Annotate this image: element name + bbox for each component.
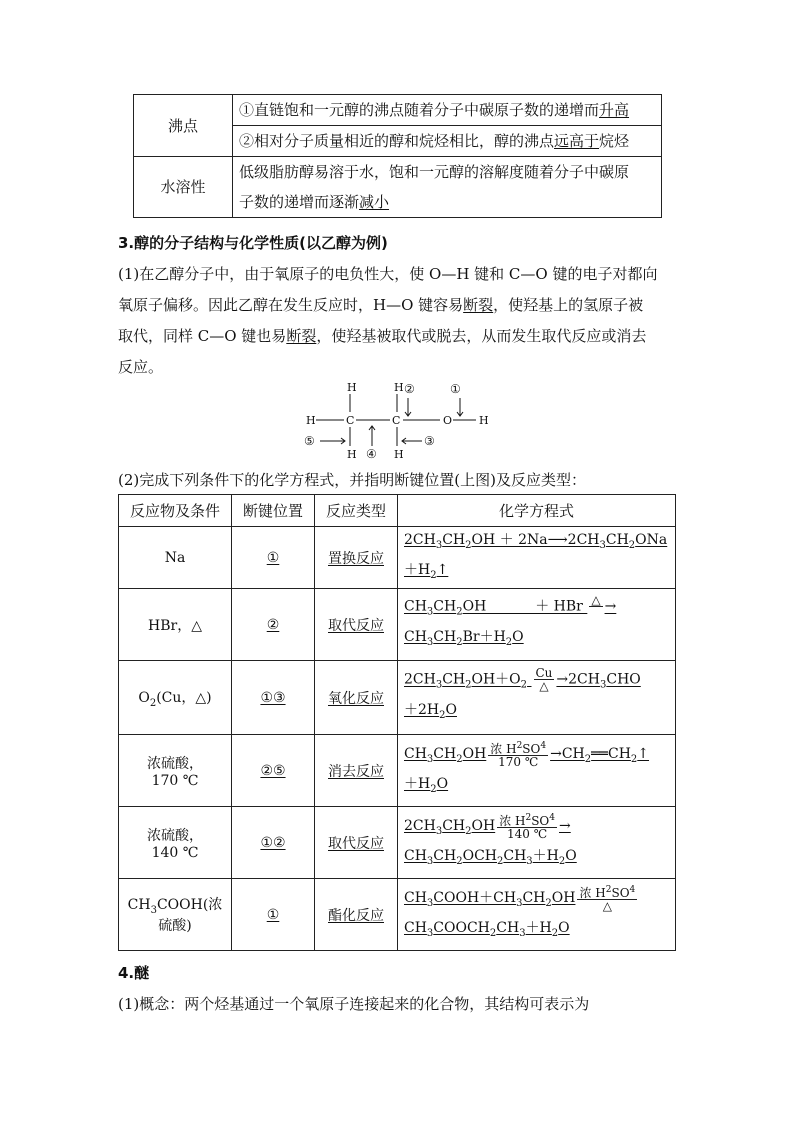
marker-1: ① — [450, 382, 461, 396]
atom-c1: C — [346, 414, 355, 427]
boiling-point-item-2: ②相对分子质量相近的醇和烷烃相比，醇的沸点远高于烷烃 — [233, 126, 662, 157]
cell-condition: 浓硫酸， 140 ℃ — [119, 807, 232, 879]
header-reactants: 反应物及条件 — [119, 495, 232, 527]
atom-h-right: H — [479, 414, 489, 427]
table-row — [119, 527, 676, 589]
atom-o: O — [443, 414, 453, 427]
marker-4: ④ — [366, 447, 377, 461]
atom-h-bottom-2: H — [394, 448, 404, 461]
cell-position: ①② — [232, 807, 315, 879]
marker-5: ⑤ — [304, 434, 315, 448]
cell-type: 取代反应 — [315, 589, 398, 661]
properties-table — [133, 94, 662, 218]
cell-position: ① — [232, 527, 315, 589]
header-equation: 化学方程式 — [398, 495, 676, 527]
cell-equation: $CH_3CH_2OH$ 浓 $H^2SO^4$ 170 ℃ $\to CH_2══CH_2↑$ $+H_2O$ — [398, 735, 676, 807]
cell-condition: HBr，△ — [119, 589, 232, 661]
cell-position: ① — [232, 879, 315, 951]
cell-condition: Na — [119, 527, 232, 589]
reactions-table — [118, 494, 676, 951]
boiling-point-item-1: ①直链饱和一元醇的沸点随着分子中碳原子数的递增而升高 — [233, 95, 662, 126]
cell-position: ② — [232, 589, 315, 661]
atom-h-top-2: H — [394, 381, 404, 394]
table-row — [119, 807, 676, 879]
ethanol-structure-diagram — [290, 378, 510, 464]
section-4-paragraph-1: (1)概念：两个烃基通过一个氧原子连接起来的化合物，其结构可表示为 — [118, 995, 590, 1013]
section-3-paragraph-1: (1)在乙醇分子中，由于氧原子的电负性大，使 O—H 键和 C—O 键的电子对都向 氧原子偏移。因此乙醇在发生反应时，H—O 键容易断裂，使羟基上的氢原子被 取代，同样 C—O 键也易断裂，使羟基被取代或脱去，从而发生取代反应或消去 反应。 — [118, 265, 658, 376]
cell-condition: $O_2(Cu$，△) — [119, 661, 232, 735]
table-row — [119, 735, 676, 807]
boiling-point-label: 沸点 — [134, 95, 233, 157]
cell-position: ①③ — [232, 661, 315, 735]
atom-h-bottom-1: H — [347, 448, 357, 461]
cell-position: ②⑤ — [232, 735, 315, 807]
table-row — [119, 879, 676, 951]
cell-equation: $2CH_3CH_2OH+O_2$ Cu △ $\to 2CH_3CHO$ $+2H_2O$ — [398, 661, 676, 735]
marker-2: ② — [404, 382, 415, 396]
cell-condition: $CH_3COOH$(浓 硫酸) — [119, 879, 232, 951]
cell-type: 消去反应 — [315, 735, 398, 807]
table-row — [119, 661, 676, 735]
solubility-text: 低级脂肪醇易溶于水，饱和一元醇的溶解度随着分子中碳原 子数的递增而逐渐减小 — [233, 157, 662, 218]
cell-type: 取代反应 — [315, 807, 398, 879]
section-3-heading: 3.醇的分子结构与化学性质(以乙醇为例) — [118, 234, 388, 252]
cell-type: 酯化反应 — [315, 879, 398, 951]
section-4-heading: 4.醚 — [118, 964, 150, 982]
cell-type: 置换反应 — [315, 527, 398, 589]
atom-h-left: H — [306, 414, 316, 427]
header-bond-position: 断键位置 — [232, 495, 315, 527]
section-3-paragraph-2: (2)完成下列条件下的化学方程式，并指明断键位置(上图)及反应类型： — [118, 471, 586, 489]
cell-equation: $CH_3CH_2OH$ ＋ HBr △ → $CH_3CH_2Br+H_2O$ — [398, 589, 676, 661]
cell-equation: $CH_3COOH+CH_3CH_2OH$ 浓 $H^2SO^4$ △ $CH_3COOCH_2CH_3+H_2O$ — [398, 879, 676, 951]
cell-equation: $2CH_3CH_2OH$ 浓 $H^2SO^4$ 140 ℃ → $CH_3CH_2OCH_2CH_3+H_2O$ — [398, 807, 676, 879]
atom-c2: C — [392, 414, 401, 427]
cell-condition: 浓硫酸， 170 ℃ — [119, 735, 232, 807]
cell-type: 氧化反应 — [315, 661, 398, 735]
table-row — [119, 589, 676, 661]
cell-equation: $2CH_3CH_2OH$ ＋ $2Na⟶2CH_3CH_2ONa$ $+H_2↑$ — [398, 527, 676, 589]
marker-3: ③ — [424, 434, 435, 448]
atom-h-top-1: H — [347, 381, 357, 394]
solubility-label: 水溶性 — [134, 157, 233, 218]
header-reaction-type: 反应类型 — [315, 495, 398, 527]
